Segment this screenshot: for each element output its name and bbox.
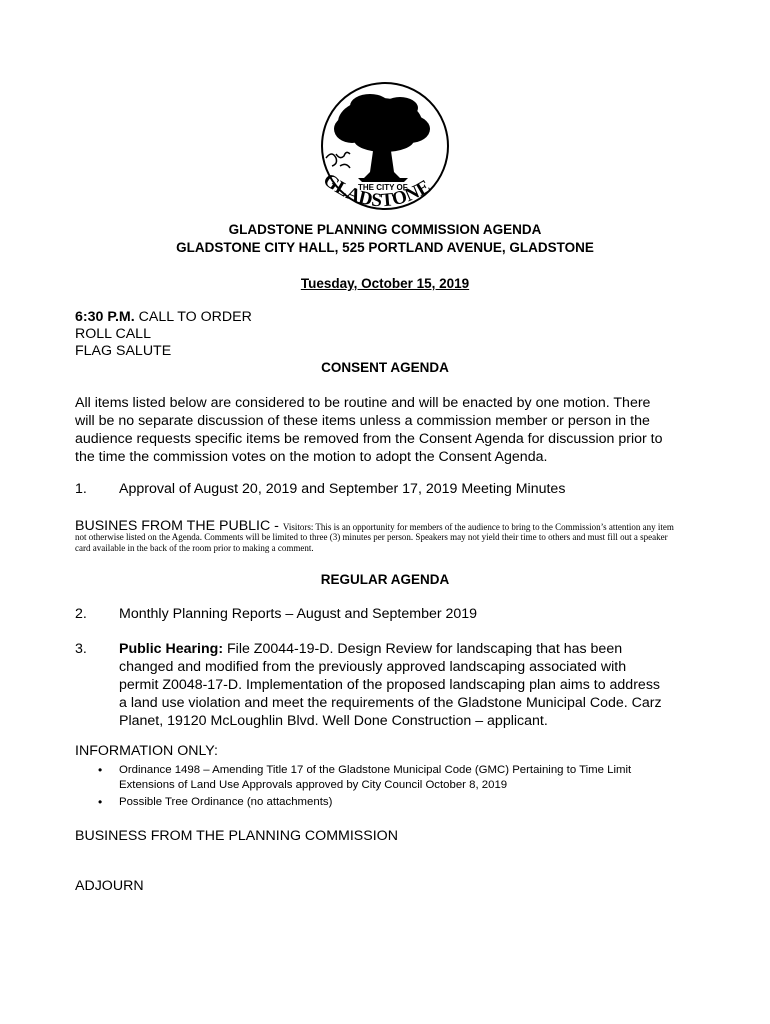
- item-3-line: Planet, 19120 McLoughlin Blvd. Well Done Construction – applicant.: [119, 713, 548, 729]
- consent-line: All items listed below are considered to be routine and will be enacted by one motion. There: [75, 395, 651, 411]
- meeting-date-wrap: [0, 276, 770, 291]
- agenda-title: GLADSTONE PLANNING COMMISSION AGENDA: [228, 222, 542, 237]
- call-to-order: [75, 308, 252, 326]
- public-note-line2: not otherwise listed on the Agenda. Comments will be limited to three (3) minutes per person. Speakers may not yield their time to others and must fill out a speaker: [75, 532, 668, 542]
- flag-salute: FLAG SALUTE: [75, 343, 172, 359]
- consent-agenda-heading: CONSENT AGENDA: [321, 360, 449, 375]
- info-bullet-line: Extensions of Land Use Approvals approved by City Council October 8, 2019: [119, 779, 508, 791]
- consent-item-1: [0, 480, 770, 498]
- regular-item-3: [0, 640, 770, 730]
- bullet-icon: •: [98, 763, 103, 777]
- bullet-icon: •: [98, 795, 103, 809]
- public-note-line1: Visitors: This is an opportunity for members of the audience to bring to the Commission’s attention any item: [282, 522, 674, 532]
- regular-item-2: [0, 605, 770, 623]
- meeting-date: Tuesday, October 15, 2019: [300, 276, 470, 291]
- info-bullet-line: Ordinance 1498 – Amending Title 17 of the Gladstone Municipal Code (GMC) Pertaining to Time Limit: [119, 764, 632, 776]
- call-to-order-label: CALL TO ORDER: [134, 309, 252, 325]
- item-3-line: changed and modified from the previously approved landscaping associated with: [119, 659, 627, 675]
- consent-paragraph: [75, 394, 685, 466]
- item-number: 1.: [75, 481, 87, 497]
- item-number: 2.: [75, 606, 87, 622]
- item-text: Monthly Planning Reports – August and September 2019: [119, 606, 478, 622]
- item-3-line: a land use violation and meet the requirements of the Gladstone Municipal Code. Carz: [119, 695, 662, 711]
- public-note-line3: card available in the back of the room prior to making a comment.: [75, 543, 314, 553]
- business-from-planning-commission: BUSINESS FROM THE PLANNING COMMISSION: [75, 828, 398, 844]
- regular-agenda-heading: REGULAR AGENDA: [320, 572, 450, 587]
- item-3-line: permit Z0048-17-D. Implementation of the proposed landscaping plan aims to address: [119, 677, 661, 693]
- consent-line: the time the commission votes on the motion to adopt the Consent Agenda.: [75, 449, 548, 465]
- logo-main-text: GLADSTONE: [319, 169, 435, 212]
- item-3-line: File Z0044-19-D. Design Review for landscaping that has been: [223, 641, 623, 657]
- agenda-location: GLADSTONE CITY HALL, 525 PORTLAND AVENUE, GLADSTONE: [176, 240, 594, 255]
- item-3-body: [119, 640, 672, 730]
- public-label: BUSINES FROM THE PUBLIC -: [75, 518, 283, 534]
- consent-line: will be no separate discussion of these items unless a commission member or person in the: [75, 413, 650, 429]
- public-hearing-label: Public Hearing:: [119, 641, 224, 657]
- item-number: 3.: [75, 641, 87, 657]
- info-bullet-2: Possible Tree Ordinance (no attachments): [119, 796, 333, 808]
- info-bullet-1: [119, 763, 631, 793]
- information-only-heading: INFORMATION ONLY:: [75, 743, 218, 759]
- start-time: 6:30 P.M.: [75, 309, 135, 325]
- roll-call: ROLL CALL: [75, 326, 151, 342]
- logo-top-text: THE CITY OF: [358, 183, 408, 192]
- adjourn: ADJOURN: [75, 878, 144, 894]
- city-of-gladstone-logo: [300, 74, 470, 224]
- consent-line: audience requests specific items be removed from the Consent Agenda for discussion prior to: [75, 431, 663, 447]
- item-text: Approval of August 20, 2019 and September 17, 2019 Meeting Minutes: [119, 481, 566, 497]
